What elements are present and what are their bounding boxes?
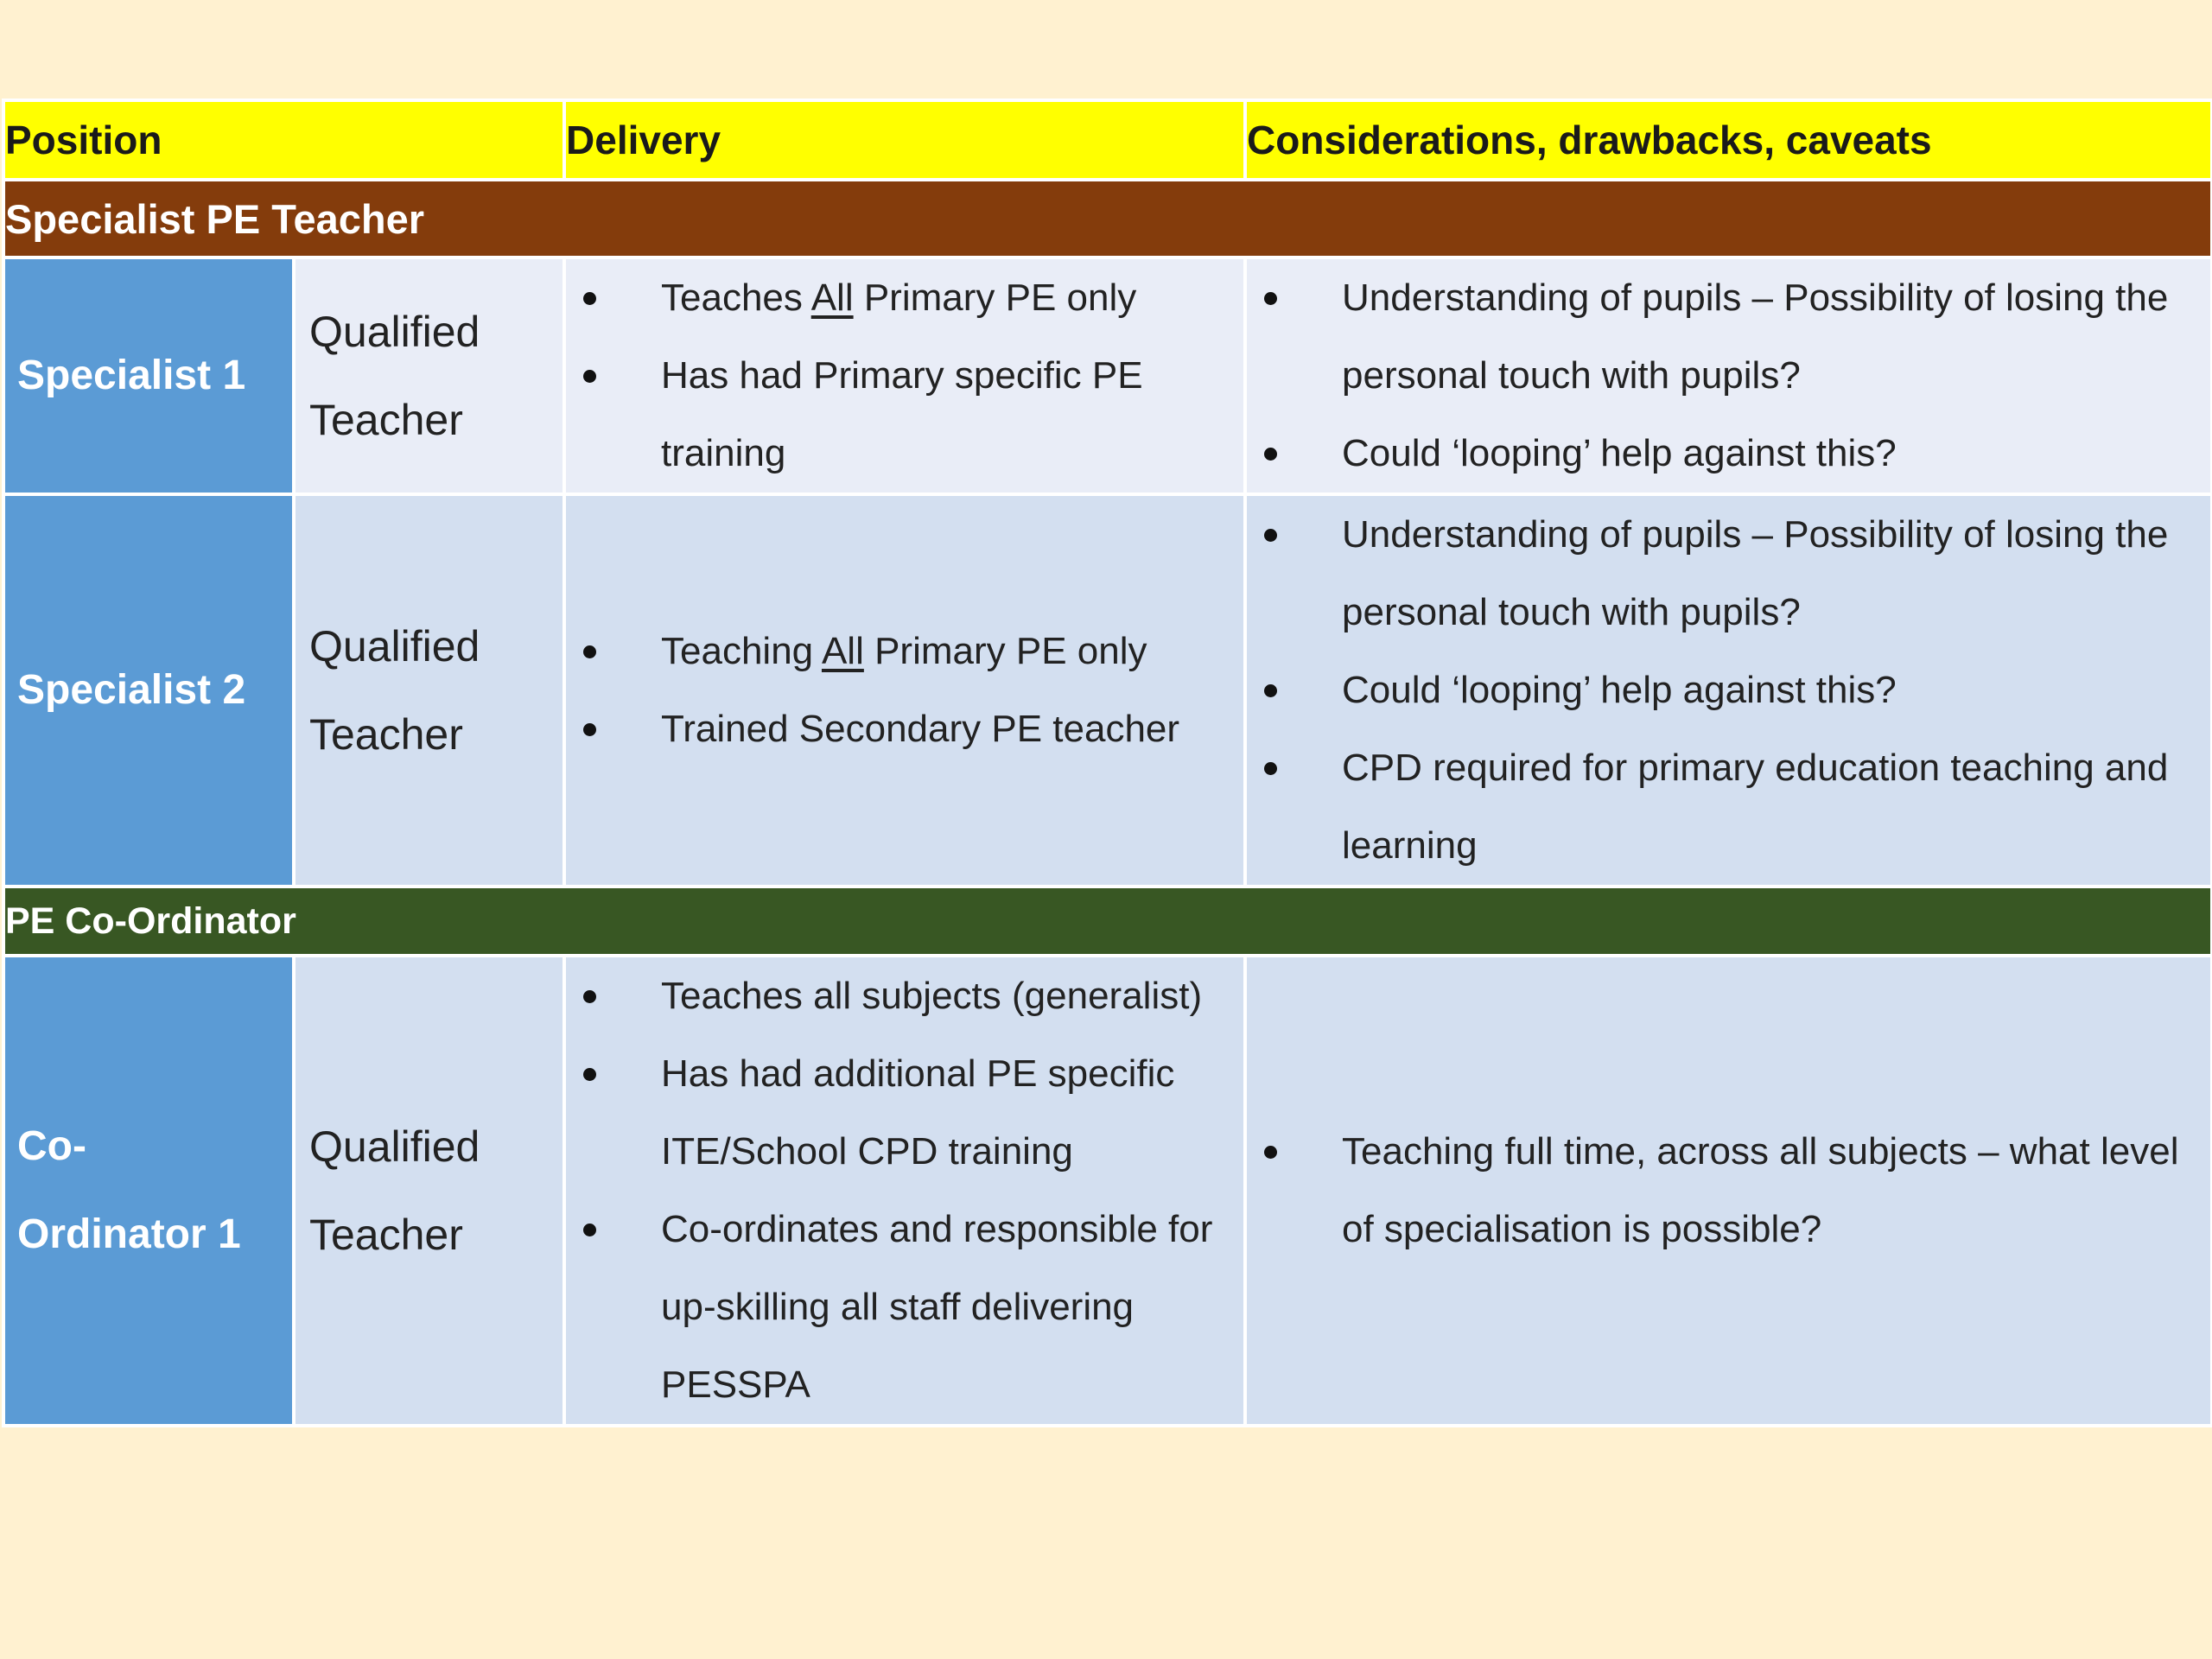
- header-delivery: Delivery: [564, 100, 1245, 180]
- qualification-line: Teacher: [309, 396, 463, 444]
- qualification-cell: [294, 257, 564, 494]
- header-row: [3, 100, 2212, 180]
- considerations-cell: [1245, 494, 2212, 887]
- qualification-line: Qualified: [309, 308, 480, 356]
- delivery-cell: [564, 494, 1245, 887]
- list-item: Has had Primary specific PE training: [566, 337, 1243, 493]
- list-item: Understanding of pupils – Possibility of losing the personal touch with pupils?: [1247, 259, 2210, 415]
- list-item: Teaches all subjects (generalist): [566, 957, 1243, 1035]
- qualification-line: Qualified: [309, 622, 480, 671]
- list-item: Teaching All Primary PE only: [566, 613, 1243, 690]
- list-item: CPD required for primary education teaching and learning: [1247, 729, 2210, 885]
- considerations-cell: [1245, 257, 2212, 494]
- delivery-list: [566, 957, 1243, 1424]
- table-row: [3, 956, 2212, 1426]
- delivery-list: [566, 613, 1243, 768]
- position-line: Co-: [17, 1123, 86, 1169]
- list-item: Teaching full time, across all subjects – what level of specialisation is possible?: [1247, 1113, 2210, 1268]
- position-cell: Specialist 1: [3, 257, 294, 494]
- qualification-line: Qualified: [309, 1122, 480, 1171]
- table-row: [3, 494, 2212, 887]
- list-item: Could ‘looping’ help against this?: [1247, 415, 2210, 493]
- qualification-line: Teacher: [309, 1211, 463, 1259]
- list-item: Teaches All Primary PE only: [566, 259, 1243, 337]
- list-item: Co-ordinates and responsible for up-skilling all staff delivering PESSPA: [566, 1191, 1243, 1424]
- header-considerations: Considerations, drawbacks, caveats: [1245, 100, 2212, 180]
- delivery-cell: [564, 257, 1245, 494]
- qualification-cell: [294, 956, 564, 1426]
- list-item: Trained Secondary PE teacher: [566, 690, 1243, 768]
- delivery-list: [566, 259, 1243, 493]
- section-row-coordinator: [3, 887, 2212, 956]
- list-item: Could ‘looping’ help against this?: [1247, 652, 2210, 729]
- header-position: Position: [3, 100, 564, 180]
- list-item: Has had additional PE specific ITE/School CPD training: [566, 1035, 1243, 1191]
- table-row: [3, 257, 2212, 494]
- position-cell: [3, 956, 294, 1426]
- considerations-list: [1247, 1113, 2210, 1268]
- considerations-list: [1247, 496, 2210, 885]
- pe-roles-table: [2, 99, 2212, 1427]
- qualification-line: Teacher: [309, 710, 463, 759]
- section-title: Specialist PE Teacher: [3, 180, 2212, 257]
- section-row-specialist: [3, 180, 2212, 257]
- qualification-cell: [294, 494, 564, 887]
- considerations-cell: [1245, 956, 2212, 1426]
- position-cell: Specialist 2: [3, 494, 294, 887]
- considerations-list: [1247, 259, 2210, 493]
- list-item: Understanding of pupils – Possibility of losing the personal touch with pupils?: [1247, 496, 2210, 652]
- section-title: PE Co-Ordinator: [3, 887, 2212, 956]
- delivery-cell: [564, 956, 1245, 1426]
- position-line: Ordinator 1: [17, 1211, 241, 1257]
